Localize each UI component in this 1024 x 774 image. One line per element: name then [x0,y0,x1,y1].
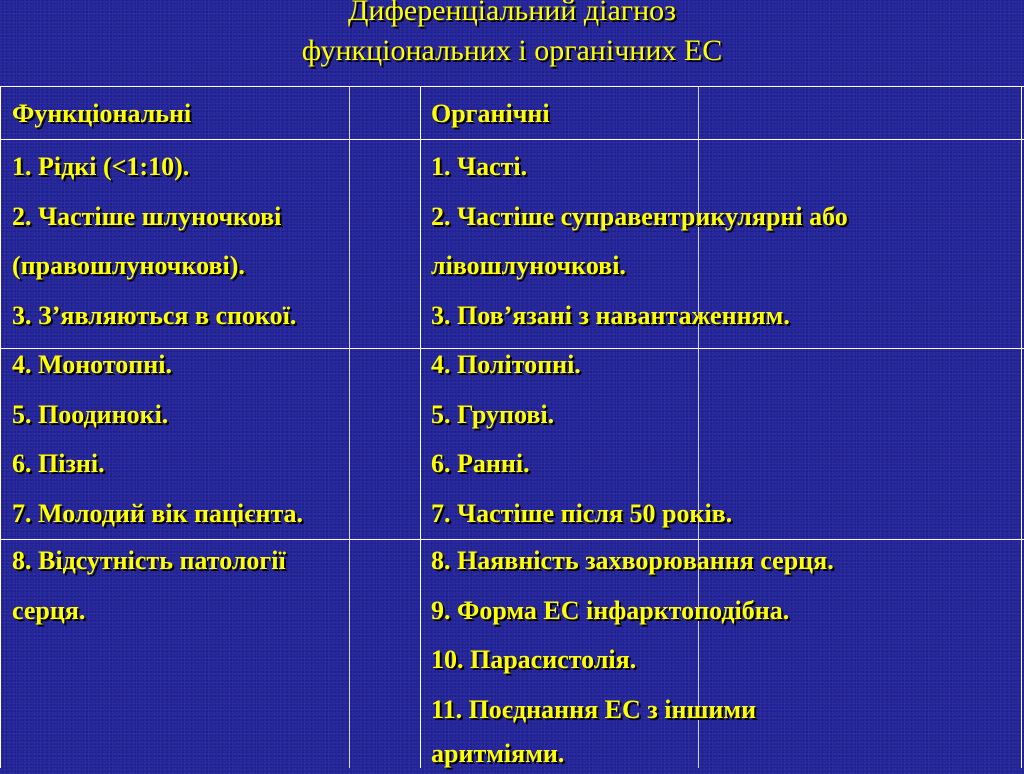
organic-cell-group-1 [431,142,848,340]
table-column-divider [420,86,421,768]
functional-item: 2. Частіше шлуночкові [12,201,282,231]
functional-item: 7. Молодий вік пацієнта. [12,498,304,528]
slide-title [0,0,1024,71]
functional-cell-group-3 [12,536,286,635]
title-line-1: Диференціальний діагноз [347,0,677,27]
organic-item: 2. Частіше суправентрикулярні або [431,201,848,231]
organic-item: 1. Часті. [431,152,528,181]
table-top-border [0,86,1024,87]
functional-cell-group-1 [12,142,296,340]
background-grid-line-left [349,86,350,768]
functional-item: 1. Рідкі (<1:10). [12,152,190,181]
organic-item: 6. Ранні. [431,449,530,478]
header-functional: Функціональні [12,99,192,128]
organic-item: аритміями. [431,739,565,768]
functional-item: серця. [12,595,86,625]
organic-item: 7. Частіше після 50 років. [431,498,733,528]
functional-cell-group-2 [12,340,303,538]
functional-item: 4. Монотопні. [12,350,172,379]
title-line-2: функціональних і органічних ЕС [301,34,723,67]
organic-item: 9. Форма ЕС інфарктоподібна. [431,595,790,625]
organic-item: 11. Поєднання ЕС з іншими [431,694,757,724]
organic-item: 4. Політопні. [431,350,581,379]
functional-item: 3. З’являються в спокої. [12,300,297,330]
functional-item: 8. Відсутність патології [12,546,286,575]
table-left-border [0,86,1,768]
organic-cell-group-3 [431,536,834,774]
organic-cell-group-2 [431,340,732,538]
functional-item: 5. Поодинокі. [12,399,169,429]
organic-item: 8. Наявність захворювання серця. [431,546,834,575]
organic-item: 3. Пов’язані з навантаженням. [431,300,790,330]
functional-item: (правошлуночкові). [12,251,245,280]
table-right-border [1021,86,1022,768]
organic-item: лівошлуночкові. [431,251,626,280]
header-organic: Органічні [431,99,550,128]
functional-item: 6. Пізні. [12,449,105,478]
organic-item: 5. Групові. [431,399,555,429]
organic-item: 10. Парасистолія. [431,645,637,674]
